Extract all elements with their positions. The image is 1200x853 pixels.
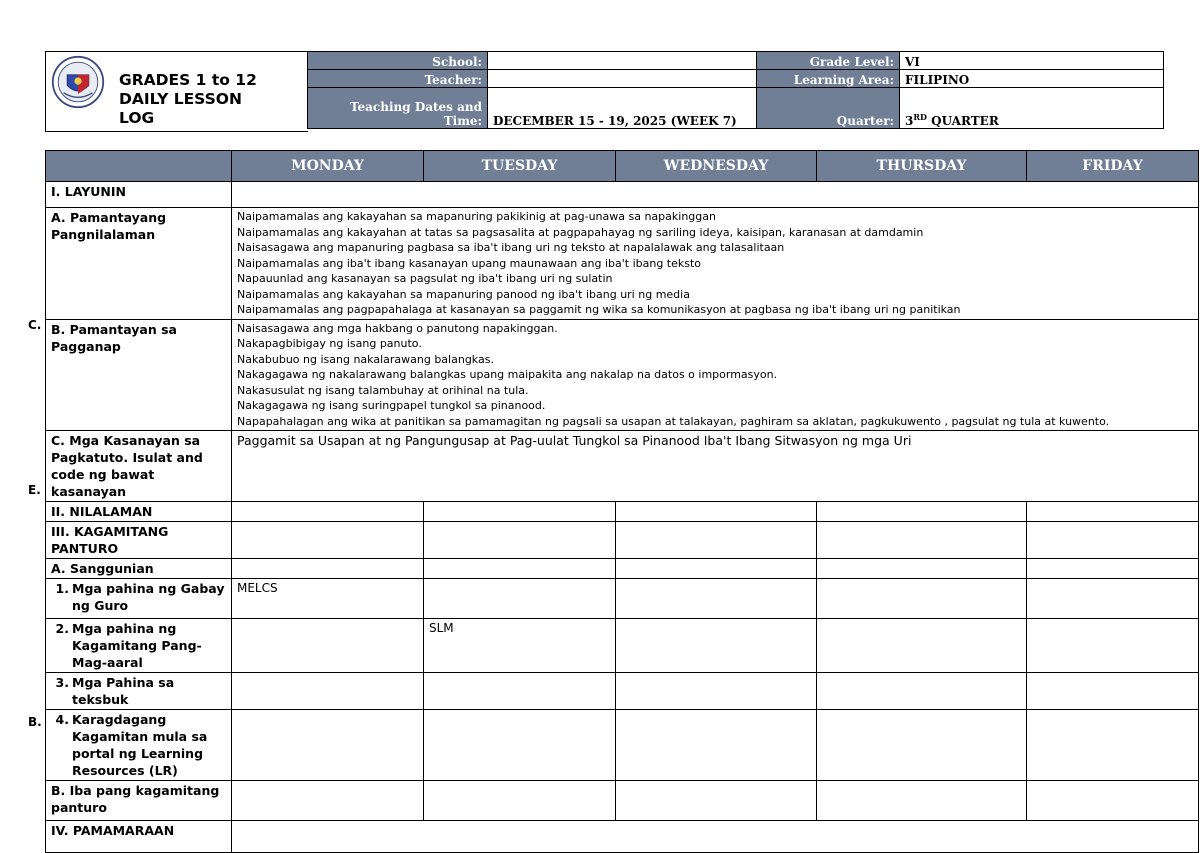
learning-area-field[interactable]: FILIPINO <box>900 70 1164 88</box>
performance-standard-line: Nakagagawa ng isang suringpapel tungkol sa pinanood. <box>237 399 546 412</box>
kagamitang-thursday-cell[interactable] <box>817 522 1027 559</box>
gabay-monday-cell[interactable]: MELCS <box>232 579 424 619</box>
performance-standard-line: Naisasagawa ang mga hakbang o panutong napakinggan. <box>237 321 558 335</box>
quarter-field[interactable]: 3RD QUARTER <box>900 88 1164 129</box>
day-header-monday: MONDAY <box>232 151 424 182</box>
karagdagang-friday-cell[interactable] <box>1027 710 1199 781</box>
day-header-thursday: THURSDAY <box>817 151 1027 182</box>
school-field[interactable] <box>488 52 757 70</box>
page-title: GRADES 1 to 12 DAILY LESSON LOG <box>119 71 257 127</box>
content-standard-line: Naisasagawa ang mapanuring pagbasa sa iba't ibang uri ng teksto at napalalawak ang talasalitaan <box>237 241 785 254</box>
pamantayang-pangnilalaman-cell[interactable] <box>232 208 1199 320</box>
gabay-wednesday-cell[interactable] <box>616 579 817 619</box>
content-standard-line: Naipamamalas ang kakayahan sa mapanuring pakikinig at pag-unawa sa napakinggan <box>237 210 716 223</box>
karagdagang-wednesday-cell[interactable] <box>616 710 817 781</box>
nilalaman-thursday-cell[interactable] <box>817 502 1027 522</box>
sanggunian-tuesday-cell[interactable] <box>424 559 616 579</box>
grade-level-field[interactable]: VI <box>900 52 1164 70</box>
performance-standard-line: Nakapagbibigay ng isang panuto. <box>237 337 422 350</box>
lesson-log-header <box>45 51 1172 130</box>
performance-standard-line: Nakagagawa ng nakalarawang balangkas upang maipakita ang nakalap na datos o impormasyon. <box>237 368 778 381</box>
sanggunian-wednesday-cell[interactable] <box>616 559 817 579</box>
pamantayan-sa-pagganap-cell[interactable] <box>232 319 1199 431</box>
teksbuk-wednesday-cell[interactable] <box>616 673 817 710</box>
pang-mag-aaral-monday-cell[interactable] <box>232 619 424 673</box>
nilalaman-friday-cell[interactable] <box>1027 502 1199 522</box>
teaching-dates-field[interactable]: DECEMBER 15 - 19, 2025 (WEEK 7) <box>488 88 757 129</box>
pang-mag-aaral-friday-cell[interactable] <box>1027 619 1199 673</box>
pang-mag-aaral-wednesday-cell[interactable] <box>616 619 817 673</box>
teksbuk-tuesday-cell[interactable] <box>424 673 616 710</box>
teksbuk-friday-cell[interactable] <box>1027 673 1199 710</box>
row-label-kasanayan-sa-pagkatuto: C. Mga Kasanayan sa Pagkatuto. Isulat and code ng bawat kasanayan <box>46 431 232 502</box>
deped-seal-icon <box>51 55 105 109</box>
content-standard-line: Naipamamalas ang iba't ibang kasanayan upang maunawaan ang iba't ibang teksto <box>237 256 702 270</box>
teacher-label: Teacher: <box>308 70 488 88</box>
nilalaman-monday-cell[interactable] <box>232 502 424 522</box>
row-label-nilalaman: II. NILALAMAN <box>46 502 232 522</box>
row-label-teksbuk: 3. Mga Pahina sa teksbuk <box>46 673 232 710</box>
kagamitang-monday-cell[interactable] <box>232 522 424 559</box>
school-label: School: <box>308 52 488 70</box>
teksbuk-thursday-cell[interactable] <box>817 673 1027 710</box>
content-standard-line: Napauunlad ang kasanayan sa pagsulat ng iba't ibang uri ng sulatin <box>237 272 613 285</box>
row-label-karagdagang-kagamitan: 4. Karagdagang Kagamitan mula sa portal ng Learning Resources (LR) <box>46 710 232 781</box>
learning-area-label: Learning Area: <box>757 70 900 88</box>
day-header-friday: FRIDAY <box>1027 151 1199 182</box>
karagdagang-thursday-cell[interactable] <box>817 710 1027 781</box>
content-standard-line: Naipamamalas ang pagpapahalaga at kasanayan sa paggamit ng wika sa komunikasyon at pagbasa ng iba't ibang uri ng panitikan <box>237 303 961 316</box>
content-standard-line: Naipamamalas ang kakayahan at tatas sa pagsasalita at pagpapahayag ng sariling ideya, kaisipan, karanasan at damdamin <box>237 225 924 239</box>
iba-pang-tuesday-cell[interactable] <box>424 781 616 821</box>
daily-lesson-table <box>45 150 1199 853</box>
sanggunian-monday-cell[interactable] <box>232 559 424 579</box>
sanggunian-friday-cell[interactable] <box>1027 559 1199 579</box>
karagdagang-monday-cell[interactable] <box>232 710 424 781</box>
day-header-tuesday: TUESDAY <box>424 151 616 182</box>
iba-pang-friday-cell[interactable] <box>1027 781 1199 821</box>
performance-standard-line: Nakabubuo ng isang nakalarawang balangkas. <box>237 352 494 366</box>
row-label-kagamitang-pang-mag-aaral: 2. Mga pahina ng Kagamitang Pang-Mag-aaral <box>46 619 232 673</box>
karagdagang-tuesday-cell[interactable] <box>424 710 616 781</box>
kasanayan-sa-pagkatuto-cell[interactable]: Paggamit sa Usapan at ng Pangungusap at Pag-uulat Tungkol sa Pinanood Iba't Ibang Sitwasyon ng mga Uri <box>232 431 1199 502</box>
iba-pang-wednesday-cell[interactable] <box>616 781 817 821</box>
pang-mag-aaral-thursday-cell[interactable] <box>817 619 1027 673</box>
pang-mag-aaral-tuesday-cell[interactable]: SLM <box>424 619 616 673</box>
gabay-friday-cell[interactable] <box>1027 579 1199 619</box>
side-label-e: E. <box>28 483 41 497</box>
iba-pang-thursday-cell[interactable] <box>817 781 1027 821</box>
quarter-label: Quarter: <box>757 88 900 129</box>
row-label-sanggunian: A. Sanggunian <box>46 559 232 579</box>
layunin-cell[interactable] <box>232 182 1199 208</box>
row-label-pamantayan-sa-pagganap: B. Pamantayan sa Pagganap <box>46 319 232 431</box>
row-label-pamantayang-pangnilalaman: A. Pamantayang Pangnilalaman <box>46 208 232 320</box>
kagamitang-wednesday-cell[interactable] <box>616 522 817 559</box>
content-standard-line: Naipamamalas ang kakayahan sa mapanuring panood ng iba't ibang uri ng media <box>237 287 690 301</box>
header-info-table <box>307 51 1164 129</box>
header-corner-cell <box>46 151 232 182</box>
row-label-layunin: I. LAYUNIN <box>46 182 232 208</box>
day-header-wednesday: WEDNESDAY <box>616 151 817 182</box>
pamamaraan-cell[interactable] <box>232 821 1199 853</box>
side-label-b: B. <box>28 715 42 729</box>
kagamitang-friday-cell[interactable] <box>1027 522 1199 559</box>
teacher-field[interactable] <box>488 70 757 88</box>
sanggunian-thursday-cell[interactable] <box>817 559 1027 579</box>
iba-pang-monday-cell[interactable] <box>232 781 424 821</box>
performance-standard-line: Nakasusulat ng isang talambuhay at orihinal na tula. <box>237 383 529 397</box>
gabay-thursday-cell[interactable] <box>817 579 1027 619</box>
row-label-iba-pang-kagamitan: B. Iba pang kagamitang panturo <box>46 781 232 821</box>
row-label-kagamitang-panturo: III. KAGAMITANG PANTURO <box>46 522 232 559</box>
teksbuk-monday-cell[interactable] <box>232 673 424 710</box>
grade-level-label: Grade Level: <box>757 52 900 70</box>
gabay-tuesday-cell[interactable] <box>424 579 616 619</box>
row-label-gabay-ng-guro: 1. Mga pahina ng Gabay ng Guro <box>46 579 232 619</box>
nilalaman-wednesday-cell[interactable] <box>616 502 817 522</box>
kagamitang-tuesday-cell[interactable] <box>424 522 616 559</box>
nilalaman-tuesday-cell[interactable] <box>424 502 616 522</box>
row-label-pamamaraan: IV. PAMAMARAAN <box>46 821 232 853</box>
performance-standard-line: Napapahalagan ang wika at panitikan sa pamamagitan ng pagsali sa usapan at talakayan, paghiram sa aklatan, pagkukuwento , pagsulat ng tula at kuwento. <box>237 414 1110 428</box>
teaching-dates-label: Teaching Dates and Time: <box>308 88 488 129</box>
header-title-block <box>45 51 308 132</box>
side-label-c: C. <box>28 318 42 332</box>
